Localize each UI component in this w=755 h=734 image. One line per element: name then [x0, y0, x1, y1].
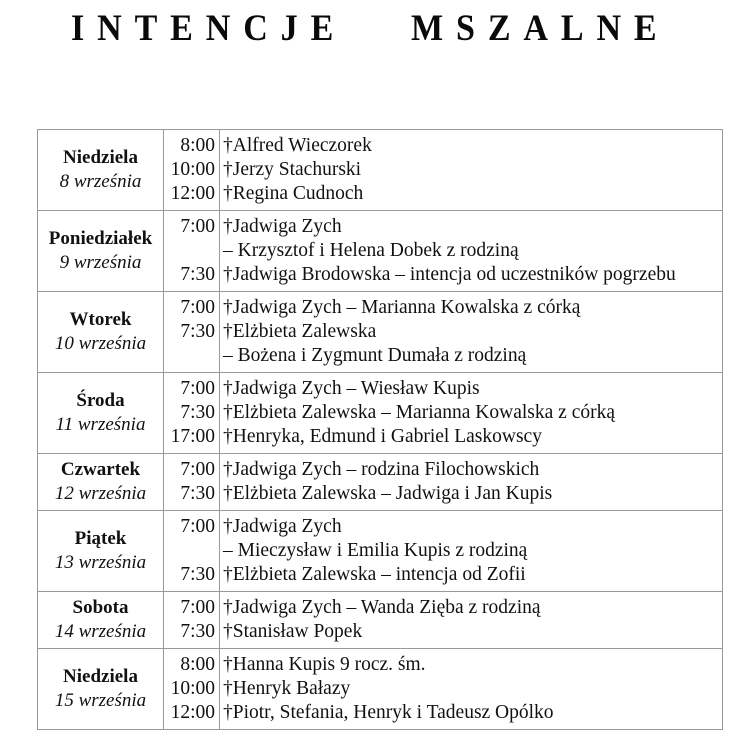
day-row: [38, 511, 723, 592]
mass-time: [164, 539, 219, 563]
intention-text: †Jadwiga Zych: [223, 216, 342, 237]
day-date: 9 września: [59, 252, 142, 273]
mass-time: 7:00: [180, 597, 215, 618]
day-name: Środa: [76, 390, 125, 411]
day-cell: [38, 649, 164, 730]
intentions-cell: [220, 373, 723, 454]
mass-time: 7:30: [180, 483, 215, 504]
intention-text: †Elżbieta Zalewska – Jadwiga i Jan Kupis: [223, 483, 553, 504]
mass-time: 7:00: [180, 297, 215, 318]
mass-time: 10:00: [170, 678, 215, 699]
day-row: [38, 211, 723, 292]
intention-text: †Jadwiga Zych – Marianna Kowalska z córką: [223, 297, 581, 318]
intention-text: – Bożena i Zygmunt Dumała z rodziną: [223, 345, 527, 366]
mass-time: 7:00: [180, 516, 215, 537]
intentions-cell: [220, 130, 723, 211]
intentions-cell: [220, 649, 723, 730]
day-cell: [38, 454, 164, 511]
day-row: [38, 373, 723, 454]
day-row: [38, 592, 723, 649]
mass-time: 8:00: [180, 135, 215, 156]
day-name: Czwartek: [60, 459, 141, 480]
day-cell: [38, 211, 164, 292]
page-title-word-1: INTENCJE: [71, 8, 347, 49]
mass-time: 7:00: [180, 378, 215, 399]
intention-text: †Henryk Bałazy: [223, 678, 351, 699]
times-cell: [164, 649, 220, 730]
day-name: Wtorek: [69, 309, 132, 330]
times-cell: [164, 292, 220, 373]
times-cell: [164, 454, 220, 511]
day-name: Sobota: [72, 597, 129, 618]
intentions-cell: [220, 592, 723, 649]
intention-text: †Regina Cudnoch: [223, 183, 364, 204]
intention-text: †Henryka, Edmund i Gabriel Laskowscy: [223, 426, 542, 447]
mass-time: 7:30: [180, 264, 215, 285]
intention-text: †Elżbieta Zalewska: [223, 321, 377, 342]
day-date: 11 września: [55, 414, 146, 435]
day-date: 12 września: [54, 483, 147, 504]
day-cell: [38, 130, 164, 211]
mass-time: 7:30: [180, 321, 215, 342]
mass-time: 10:00: [170, 159, 215, 180]
times-cell: [164, 511, 220, 592]
intention-text: – Mieczysław i Emilia Kupis z rodziną: [223, 540, 528, 561]
mass-time: 12:00: [170, 183, 215, 204]
day-cell: [38, 592, 164, 649]
intention-text: †Stanisław Popek: [223, 621, 363, 642]
intention-text: †Jadwiga Zych – Wiesław Kupis: [223, 378, 480, 399]
mass-time: 7:30: [180, 564, 215, 585]
day-name: Piątek: [74, 528, 127, 549]
day-name: Niedziela: [63, 666, 138, 687]
intention-text: †Jadwiga Zych – rodzina Filochowskich: [223, 459, 540, 480]
intention-text: †Elżbieta Zalewska – Marianna Kowalska z córką: [223, 402, 615, 423]
day-row: [38, 649, 723, 730]
intention-text: †Jadwiga Zych – Wanda Zięba z rodziną: [223, 597, 541, 618]
mass-time: 12:00: [170, 702, 215, 723]
page-title-word-2: MSZALNE: [411, 8, 670, 49]
intention-text: †Jadwiga Brodowska – intencja od uczestników pogrzebu: [223, 264, 676, 285]
mass-time: 7:30: [180, 402, 215, 423]
day-row: [38, 454, 723, 511]
day-row: [38, 130, 723, 211]
day-row: [38, 292, 723, 373]
intentions-cell: [220, 292, 723, 373]
times-cell: [164, 373, 220, 454]
times-cell: [164, 130, 220, 211]
intention-text: †Hanna Kupis 9 rocz. śm.: [223, 654, 426, 675]
times-cell: [164, 592, 220, 649]
times-cell: [164, 211, 220, 292]
mass-time: 7:00: [180, 459, 215, 480]
mass-time: [164, 344, 219, 368]
mass-time: 8:00: [180, 654, 215, 675]
day-date: 13 września: [54, 552, 147, 573]
mass-time: 7:00: [180, 216, 215, 237]
day-date: 10 września: [54, 333, 147, 354]
intention-text: †Jadwiga Zych: [223, 516, 342, 537]
intention-text: †Elżbieta Zalewska – intencja od Zofii: [223, 564, 526, 585]
intention-text: – Krzysztof i Helena Dobek z rodziną: [223, 240, 519, 261]
day-name: Niedziela: [63, 147, 138, 168]
mass-time: [164, 239, 219, 263]
intention-text: †Piotr, Stefania, Henryk i Tadeusz Opólko: [223, 702, 554, 723]
intentions-cell: [220, 211, 723, 292]
intentions-cell: [220, 511, 723, 592]
mass-time: 7:30: [180, 621, 215, 642]
day-name: Poniedziałek: [48, 228, 153, 249]
intentions-cell: [220, 454, 723, 511]
intention-text: †Alfred Wieczorek: [223, 135, 372, 156]
mass-time: 17:00: [170, 426, 215, 447]
day-cell: [38, 373, 164, 454]
day-date: 15 września: [54, 690, 147, 711]
intention-text: †Jerzy Stachurski: [223, 159, 362, 180]
day-cell: [38, 292, 164, 373]
day-date: 8 września: [59, 171, 142, 192]
day-date: 14 września: [54, 621, 147, 642]
mass-intentions-table: [37, 129, 723, 730]
day-cell: [38, 511, 164, 592]
